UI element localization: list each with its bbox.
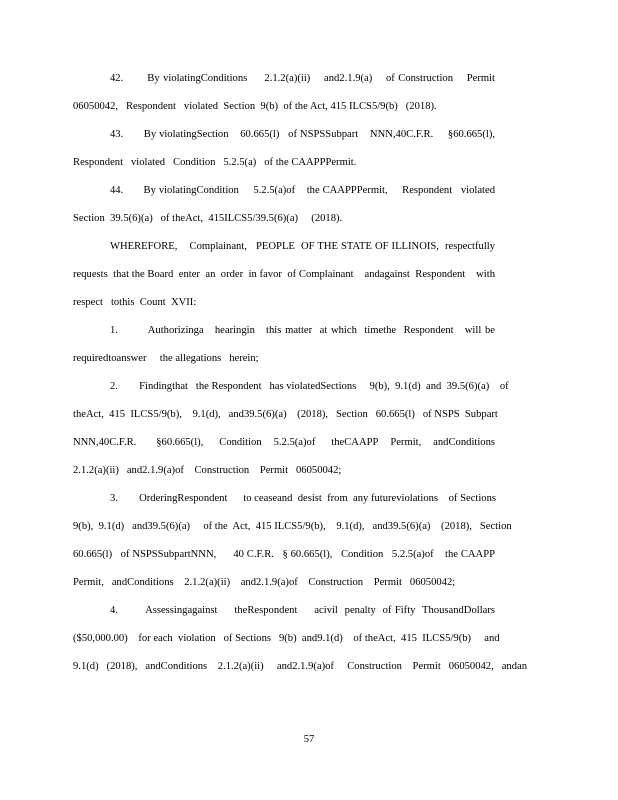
item-3-line-2: 9(b), 9.1(d) and39.5(6)(a) of the Act, 415 ILCS5/9(b), 9.1(d), and39.5(6)(a) (2018), Section xyxy=(73,521,512,532)
para-43-line-1: 43. By violatingSection 60.665(l) of NSPSSubpart NNN,40C.F.R. §60.665(l), xyxy=(110,129,495,140)
para-42-line-2: 06050042, Respondent violated Section 9(b) of the Act, 415 ILCS5/9(b) (2018). xyxy=(73,101,437,112)
item-2-line-4: 2.1.2(a)(ii) and2.1.9(a)of Construction Permit 06050042; xyxy=(73,465,342,476)
item-3-line-4: Permit, andConditions 2.1.2(a)(ii) and2.1.9(a)of Construction Permit 06050042; xyxy=(73,577,456,588)
wherefore-line-1: WHEREFORE, Complainant, PEOPLE OF THE STATE OF ILLINOIS, respectfully xyxy=(110,241,495,252)
item-3-line-3: 60.665(l) of NSPSSubpartNNN, 40 C.F.R. § 60.665(l), Condition 5.2.5(a)of the CAAPP xyxy=(73,549,495,560)
item-4-line-1: 4. Assessingagainst theRespondent acivil penalty of Fifty ThousandDollars xyxy=(110,605,495,616)
item-2-line-3: NNN,40C.F.R. §60.665(l), Condition 5.2.5(a)of theCAAPP Permit, andConditions xyxy=(73,437,495,448)
wherefore-line-2: requests that the Board enter an order in favor of Complainant andagainst Respondent with xyxy=(73,269,495,280)
item-2-line-2: theAct, 415 ILCS5/9(b), 9.1(d), and39.5(6)(a) (2018), Section 60.665(l) of NSPS Subpart xyxy=(73,409,498,420)
para-43-line-2: Respondent violated Condition 5.2.5(a) of the CAAPPPermit. xyxy=(73,157,357,168)
para-44-line-1: 44. By violatingCondition 5.2.5(a)of the CAAPPPermit, Respondent violated xyxy=(110,185,495,196)
page-number: 57 xyxy=(303,734,315,745)
item-1-line-1: 1. Authorizinga hearingin this matter at which timethe Respondent will be xyxy=(110,325,495,336)
item-2-line-1: 2. Findingthat the Respondent has violatedSections 9(b), 9.1(d) and 39.5(6)(a) of xyxy=(110,381,509,392)
item-3-line-1: 3. OrderingRespondent to ceaseand desist from any futureviolations of Sections xyxy=(110,493,497,504)
para-42-line-1: 42. By violatingConditions 2.1.2(a)(ii) and2.1.9(a) of Construction Permit xyxy=(110,73,495,84)
para-44-line-2: Section 39.5(6)(a) of theAct, 415ILCS5/39.5(6)(a) (2018). xyxy=(73,213,343,224)
item-1-line-2: requiredtoanswer the allegations herein; xyxy=(73,353,259,364)
wherefore-line-3: respect tothis Count XVII: xyxy=(73,297,197,308)
item-4-line-2: ($50,000.00) for each violation of Sections 9(b) and9.1(d) of theAct, 415 ILCS5/9(b) and xyxy=(73,633,500,644)
item-4-line-3: 9.1(d) (2018), andConditions 2.1.2(a)(ii) and2.1.9(a)of Construction Permit 06050042, andan xyxy=(73,661,527,672)
